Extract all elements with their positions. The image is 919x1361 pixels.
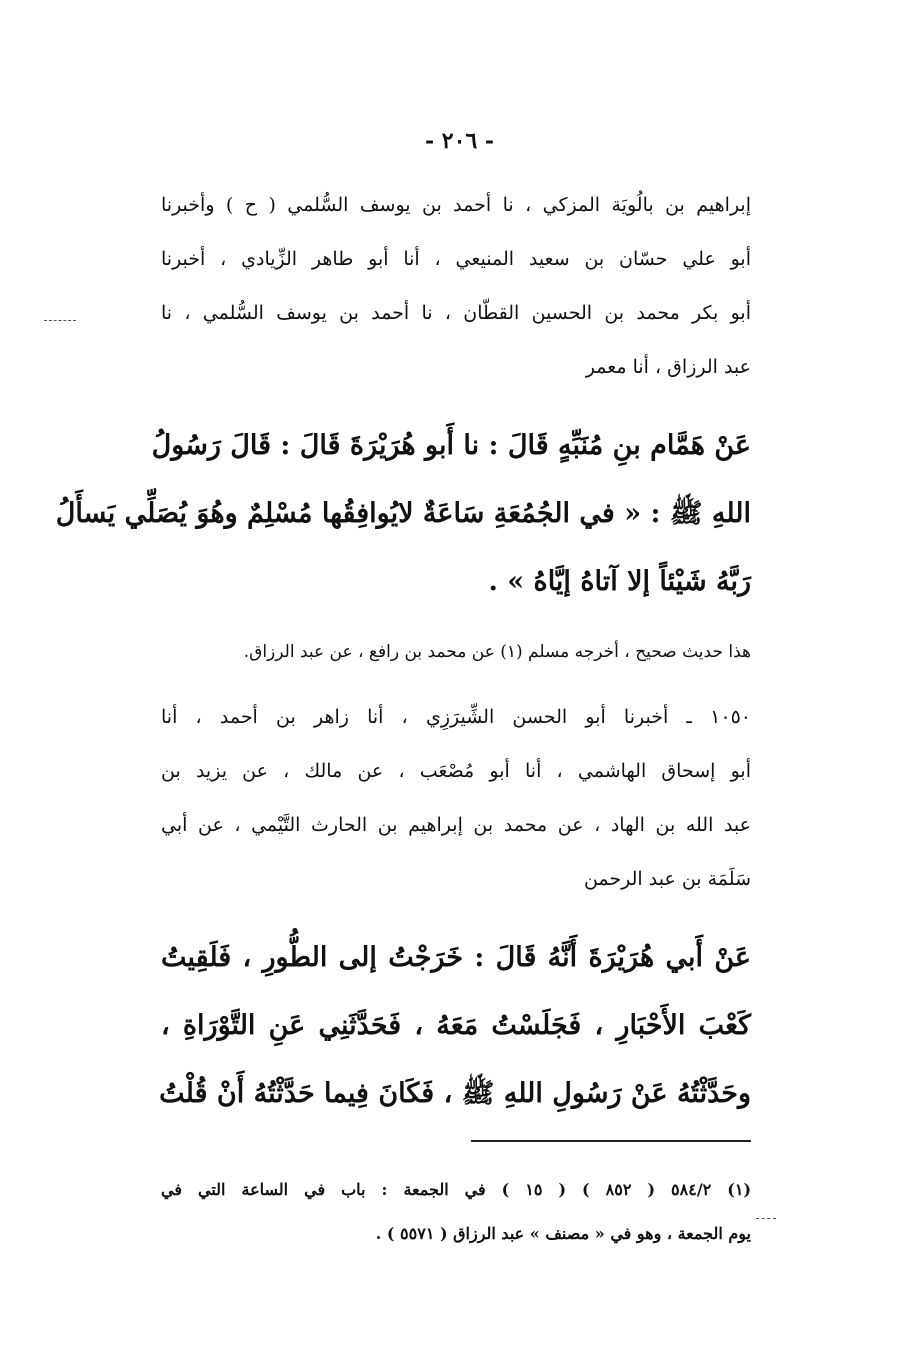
isnad-line: عبد الله بن الهاد ، عن محمد بن إبراهيم بن الحارث التَّيْمي ، عن أبي (161, 814, 751, 836)
isnad-line: عبد الرزاق ، أنا معمر (585, 356, 751, 378)
grading-note (161, 632, 751, 672)
margin-mark (756, 1218, 776, 1219)
matn-paragraph-2 (161, 924, 751, 1128)
footnote-line: (١) ٥٨٤/٢ ( ٨٥٢ ) ( ١٥ ) في الجمعة : باب في الساعة التي في (161, 1180, 752, 1199)
matn-line: وحَدَّثْتُهُ عَنْ رَسُولِ اللهِ ﷺ ، فَكَانَ فِيما حَدَّثْتُهُ أَنْ قُلْتُ (159, 1078, 751, 1109)
matn-line: اللهِ ﷺ : « في الجُمُعَةِ سَاعَةٌ لايُوافِقُها مُسْلِمٌ وهُوَ يُصَلِّي يَسأَلُ (55, 498, 751, 529)
isnad-line: سَلَمَة بن عبد الرحمن (583, 868, 751, 890)
isnad-line: إبراهيم بن بالُويَة المزكي ، نا أحمد بن يوسف السُّلمي ( ح ) وأخبرنا (161, 194, 751, 216)
isnad-line: أبو علي حسّان بن سعيد المنيعي ، أنا أبو طاهر الزِّيادي ، أخبرنا (161, 248, 751, 270)
isnad-line: أبو إسحاق الهاشمي ، أنا أبو مُصْعَب ، عن مالك ، عن يزيد بن (161, 760, 751, 782)
matn-line: عَنْ هَمَّام بنِ مُنَبِّهٍ قَالَ : نا أَبو هُرَيْرَةَ قَالَ : قَالَ رَسُولُ (151, 430, 751, 461)
isnad-line: أبو بكر محمد بن الحسين القطّان ، نا أحمد بن يوسف السُّلمي ، نا (161, 302, 751, 324)
matn-line: عَنْ أَبي هُرَيْرَةَ أَنَّهُ قَالَ : خَرَجْتُ إلى الطُّورِ ، فَلَقِيتُ (161, 942, 751, 973)
matn-line: كَعْبَ الأَحْبَارِ ، فَجَلَسْتُ مَعَهُ ، فَحَدَّثَنِي عَنِ التَّوْرَاةِ ، (161, 1010, 751, 1041)
margin-mark (44, 320, 76, 321)
isnad-line: ١٠٥٠ ـ أخبرنا أبو الحسن الشِّيرَزِي ، أنا زاهر بن أحمد ، أنا (161, 706, 751, 728)
page-number: - ٢٠٦ - (424, 128, 495, 154)
footnote-separator (471, 1140, 751, 1142)
footnotes (161, 1168, 751, 1256)
note-line: هذا حديث صحيح ، أخرجه مسلم (١) عن محمد بن رافع ، عن عبد الرزاق. (243, 642, 751, 662)
footnote-line: يوم الجمعة ، وهو في « مصنف » عبد الرزاق ( ٥٥٧١ ) . (375, 1224, 751, 1243)
isnad-paragraph-1 (161, 178, 751, 394)
isnad-paragraph-2 (161, 690, 751, 906)
matn-line: رَبَّهُ شَيْئاً إلا آتاهُ إيَّاهُ » . (488, 566, 751, 597)
matn-paragraph-1 (55, 412, 751, 616)
